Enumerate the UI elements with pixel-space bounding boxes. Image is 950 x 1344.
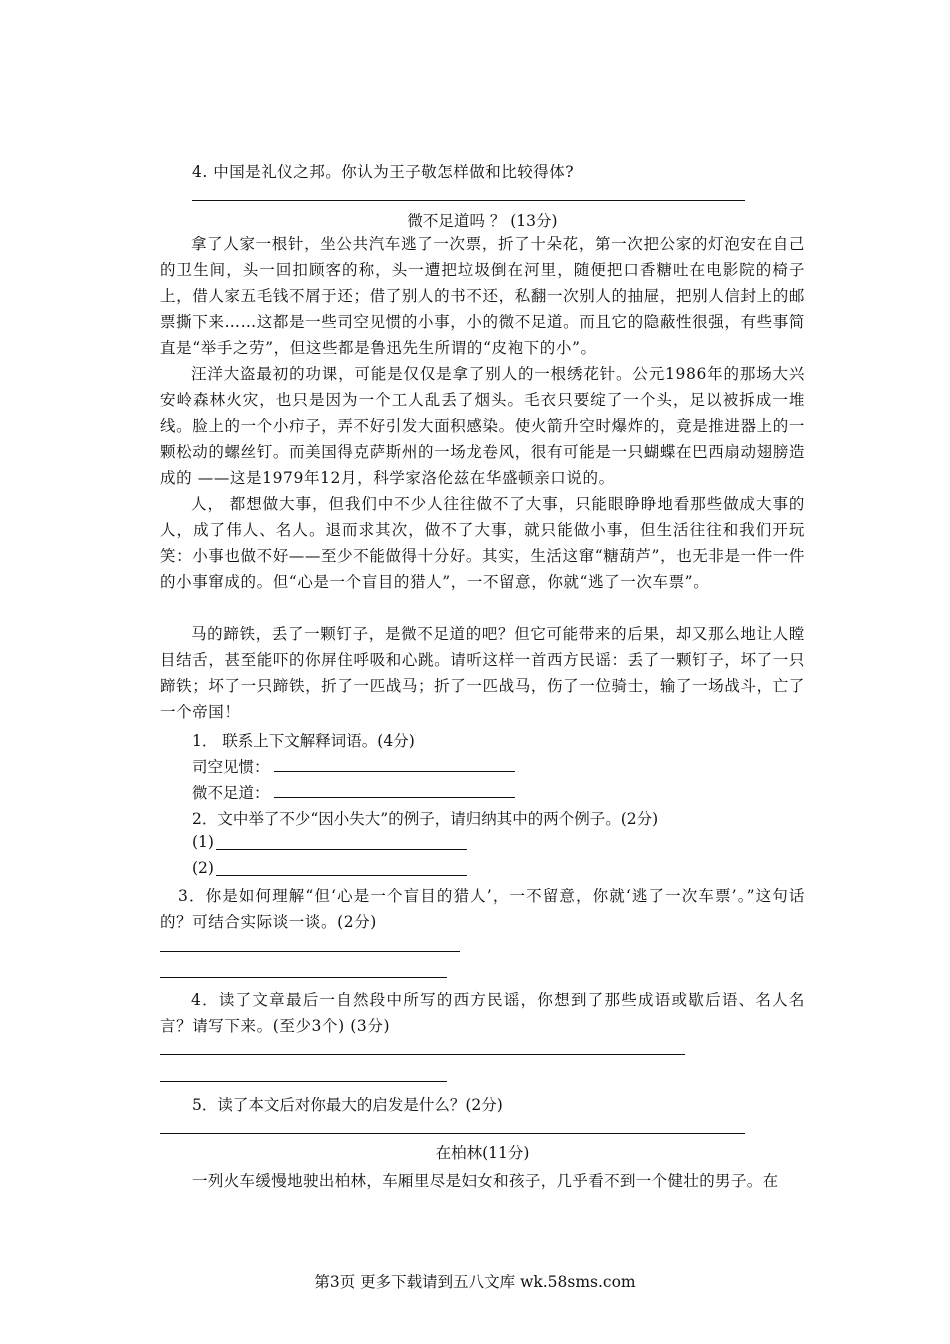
question-5: 5．读了本文后对你最大的启发是什么？(2分): [192, 1096, 503, 1114]
answer-line: [274, 797, 515, 798]
answer-line: [160, 1133, 745, 1134]
question-1-term-b: 微不足道：: [192, 784, 270, 802]
answer-line: [160, 1081, 447, 1082]
answer-line: [192, 200, 745, 201]
question-3: 3．你是如何理解“但‘心是一个盲目的猎人’，一不留意，你就‘逃了一次车票’。”这句话的？可结合实际谈一谈。(2分): [160, 887, 805, 931]
answer-line: [274, 771, 515, 772]
question-2: 2．文中举了不少“因小失大”的例子，请归纳其中的两个例子。(2分): [192, 810, 659, 828]
next-article-first-line: 一列火车缓慢地驶出柏林，车厢里尽是妇女和孩子，几乎看不到一个健壮的男子。在: [192, 1172, 779, 1190]
article-paragraph-1: 拿了人家一根针，坐公共汽车逃了一次票，折了十朵花，第一次把公家的灯泡安在自己的卫生间，头一回扣顾客的称，头一遭把垃圾倒在河里，随便把口香糖吐在电影院的椅子上，借人家五毛钱不屑于还；借了别人的书不还，私翻一次别人的抽屉，把别人信封上的邮票撕下来……这都是一些司空见惯的小事，小的微不足道。而且它的隐蔽性很强，有些事简直是“举手之劳”，但这些都是鲁迅先生所谓的“皮袍下的小”。: [160, 235, 805, 357]
answer-line: [160, 1054, 685, 1055]
question-1-term-a: 司空见惯：: [192, 758, 270, 776]
article-paragraph-4: 马的蹄铁，丢了一颗钉子，是微不足道的吧？但它可能带来的后果，却又那么地让人瞠目结舌，甚至能吓的你屏住呼吸和心跳。请听这样一首西方民谣：丢了一颗钉子，坏了一只蹄铁；坏了一只蹄铁，折了一匹战马；折了一匹战马，伤了一位骑士，输了一场战斗，亡了一个帝国！: [160, 625, 805, 721]
question-1: 1． 联系上下文解释词语。(4分): [192, 732, 415, 750]
answer-line: [216, 875, 467, 876]
question-2-item-1: (1): [192, 833, 214, 851]
article-paragraph-2: 汪洋大盗最初的功课，可能是仅仅是拿了别人的一根绣花针。公元1986年的那场大兴安岭森林火灾，也只是因为一个工人乱丢了烟头。毛衣只要绽了一个头，足以被拆成一堆线。脸上的一个小疖子，弄不好引发大面积感染。使火箭升空时爆炸的，竟是推进器上的一颗松动的螺丝钉。而美国得克萨斯州的一场龙卷风，很有可能是一只蝴蝶在巴西扇动翅膀造成的 ——这是1979年12月，科学家洛伦兹在华盛顿亲口说的。: [160, 365, 805, 487]
question-4: 4．读了文章最后一自然段中所写的西方民谣，你想到了那些成语或歇后语、名人名言？请写下来。(至少3个) (3分): [160, 991, 805, 1035]
page-footer: 第3页 更多下载请到五八文库 wk.58sms.com: [314, 1273, 636, 1291]
answer-line: [160, 977, 447, 978]
next-article-title: 在柏林(11分): [435, 1144, 530, 1162]
answer-line: [216, 849, 467, 850]
answer-line: [160, 951, 460, 952]
question-2-item-2: (2): [192, 859, 214, 877]
article-paragraph-3: 人， 都想做大事，但我们中不少人往往做不了大事，只能眼睁睁地看那些做成大事的人，成了伟人、名人。退而求其次，做不了大事，就只能做小事，但生活往往和我们开玩笑：小事也做不好——至少不能做得十分好。其实，生活这窜“糖葫芦”，也无非是一件一件的小事窜成的。但“心是一个盲目的猎人”，一不留意，你就“逃了一次车票”。: [160, 495, 805, 591]
article-title: 微不足道吗 ？ (13分): [407, 212, 558, 230]
question-4-previous: 4. 中国是礼仪之邦。你认为王子敬怎样做和比较得体?: [192, 163, 575, 181]
